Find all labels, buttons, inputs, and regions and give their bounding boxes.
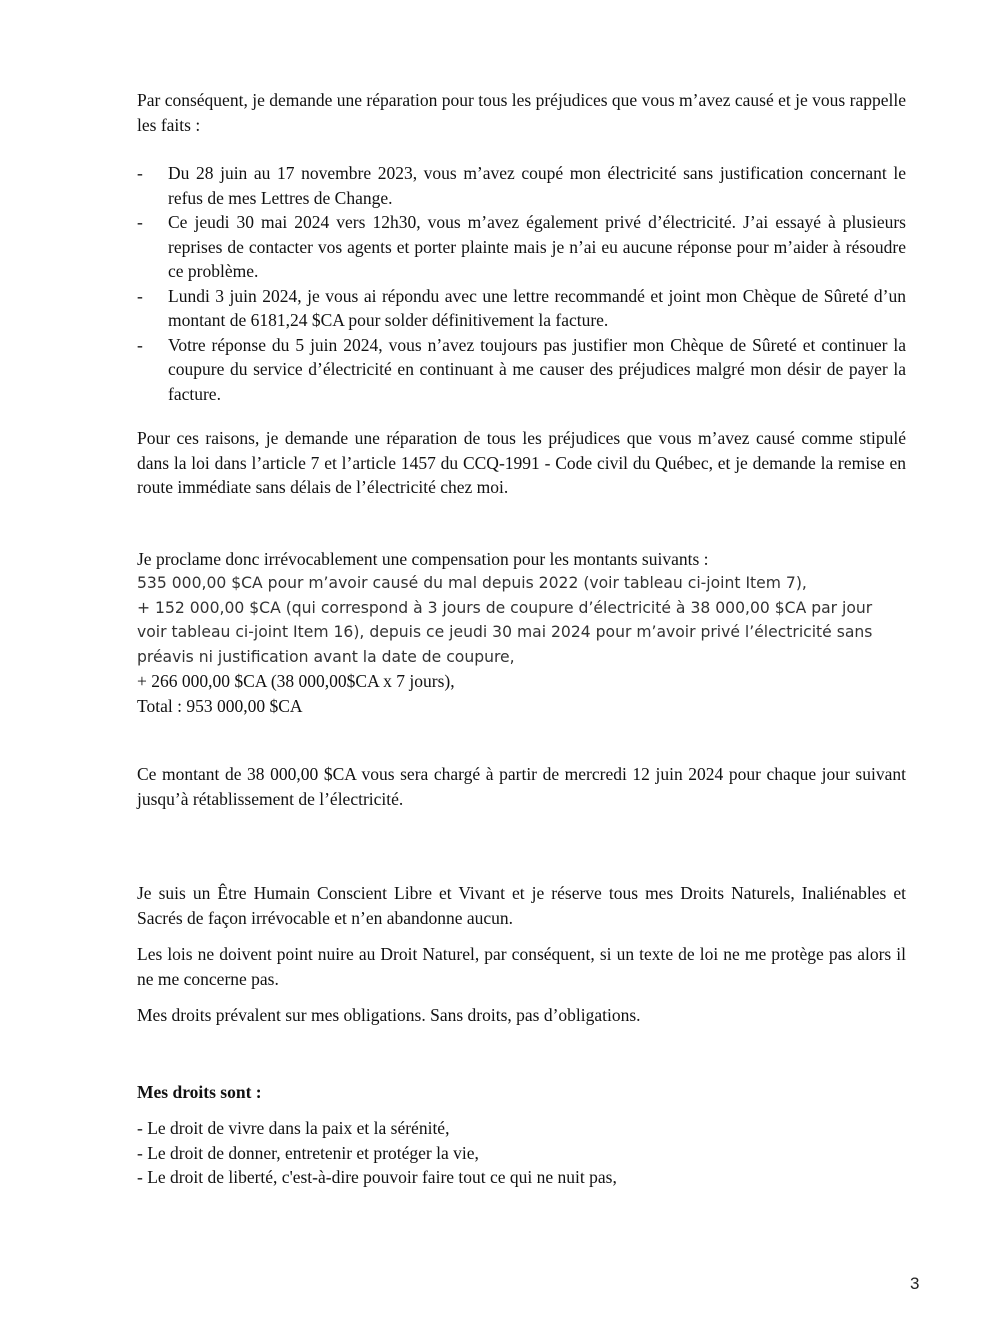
bullet-dash: -: [137, 285, 143, 306]
laws-paragraph: Les lois ne doivent point nuire au Droit Naturel, par conséquent, si un texte de loi ne me protège pas alors il ne me concerne pas.: [137, 944, 906, 989]
rights-heading: Mes droits sont :: [137, 1081, 262, 1102]
compensation-line-2a: + 152 000,00 $CA (qui correspond à 3 jours de coupure d’électricité à 38 000,00 $CA par jour: [137, 598, 873, 617]
rights-obligations-paragraph: Mes droits prévalent sur mes obligations. Sans droits, pas d’obligations.: [137, 1005, 641, 1025]
page-number: 3: [910, 1274, 920, 1293]
right-item: - Le droit de liberté, c'est-à-dire pouvoir faire tout ce qui ne nuit pas,: [137, 1167, 617, 1187]
daily-charge-paragraph: Ce montant de 38 000,00 $CA vous sera chargé à partir de mercredi 12 juin 2024 pour chaque jour suivant jusqu’à rétablissement de l’électricité.: [137, 764, 906, 809]
compensation-intro: Je proclame donc irrévocablement une compensation pour les montants suivants :: [137, 548, 709, 569]
compensation-amounts: [137, 571, 906, 669]
compensation-line-1: 535 000,00 $CA pour m’avoir causé du mal depuis 2022 (voir tableau ci-joint Item 7),: [137, 574, 807, 592]
right-item: - Le droit de vivre dans la paix et la sérénité,: [137, 1118, 450, 1138]
compensation-block: [137, 547, 906, 719]
fact-item: [137, 161, 906, 210]
reasons-paragraph: Pour ces raisons, je demande une réparation de tous les préjudices que vous m’avez causé comme stipulé dans la loi dans l’article 7 et l’article 1457 du CCQ-1991 - Code civil du Québec, et je demande la remise en route immédiate sans délais de l’électricité chez moi.: [137, 428, 906, 497]
fact-item: [137, 210, 906, 284]
compensation-total: Total : 953 000,00 $CA: [137, 695, 303, 716]
declaration-paragraph: Je suis un Être Humain Conscient Libre et Vivant et je réserve tous mes Droits Naturels, Inaliénables et Sacrés de façon irrévocable et n’en abandonne aucun.: [137, 883, 906, 928]
fact-text: Ce jeudi 30 mai 2024 vers 12h30, vous m’avez également privé d’électricité. J’ai essayé à plusieurs reprises de contacter vos agents et porter plainte mais je n’ai eu aucune réponse pour m’aider à résoudre ce problème.: [168, 212, 906, 281]
compensation-line-2c: préavis ni justification avant la date de coupure,: [137, 647, 515, 666]
letter-page: [137, 88, 906, 1190]
facts-list: [137, 161, 906, 406]
fact-text: Du 28 juin au 17 novembre 2023, vous m’avez coupé mon électricité sans justification concernant le refus de mes Lettres de Change.: [168, 163, 906, 208]
bullet-dash: -: [137, 163, 143, 183]
rights-list: [137, 1116, 906, 1190]
fact-text: Votre réponse du 5 juin 2024, vous n’avez toujours pas justifier mon Chèque de Sûreté et continuer la coupure du service d’électricité en continuant à me causer des préjudices malgré mon désir de payer la facture.: [168, 334, 906, 404]
bullet-dash: -: [137, 212, 143, 232]
compensation-line-2b: voir tableau ci-joint Item 16), depuis ce jeudi 30 mai 2024 pour m’avoir privé l’électricité sans: [137, 623, 873, 641]
right-item: - Le droit de donner, entretenir et protéger la vie,: [137, 1142, 479, 1163]
fact-item: [137, 333, 906, 407]
intro-paragraph: Par conséquent, je demande une réparation pour tous les préjudices que vous m’avez causé et je vous rappelle les faits :: [137, 90, 906, 135]
fact-item: [137, 284, 906, 333]
bullet-dash: -: [137, 334, 143, 355]
compensation-line-3: + 266 000,00 $CA (38 000,00$CA x 7 jours),: [137, 671, 455, 691]
fact-text: Lundi 3 juin 2024, je vous ai répondu avec une lettre recommandé et joint mon Chèque de Sûreté d’un montant de 6181,24 $CA pour solder définitivement la facture.: [168, 285, 906, 330]
